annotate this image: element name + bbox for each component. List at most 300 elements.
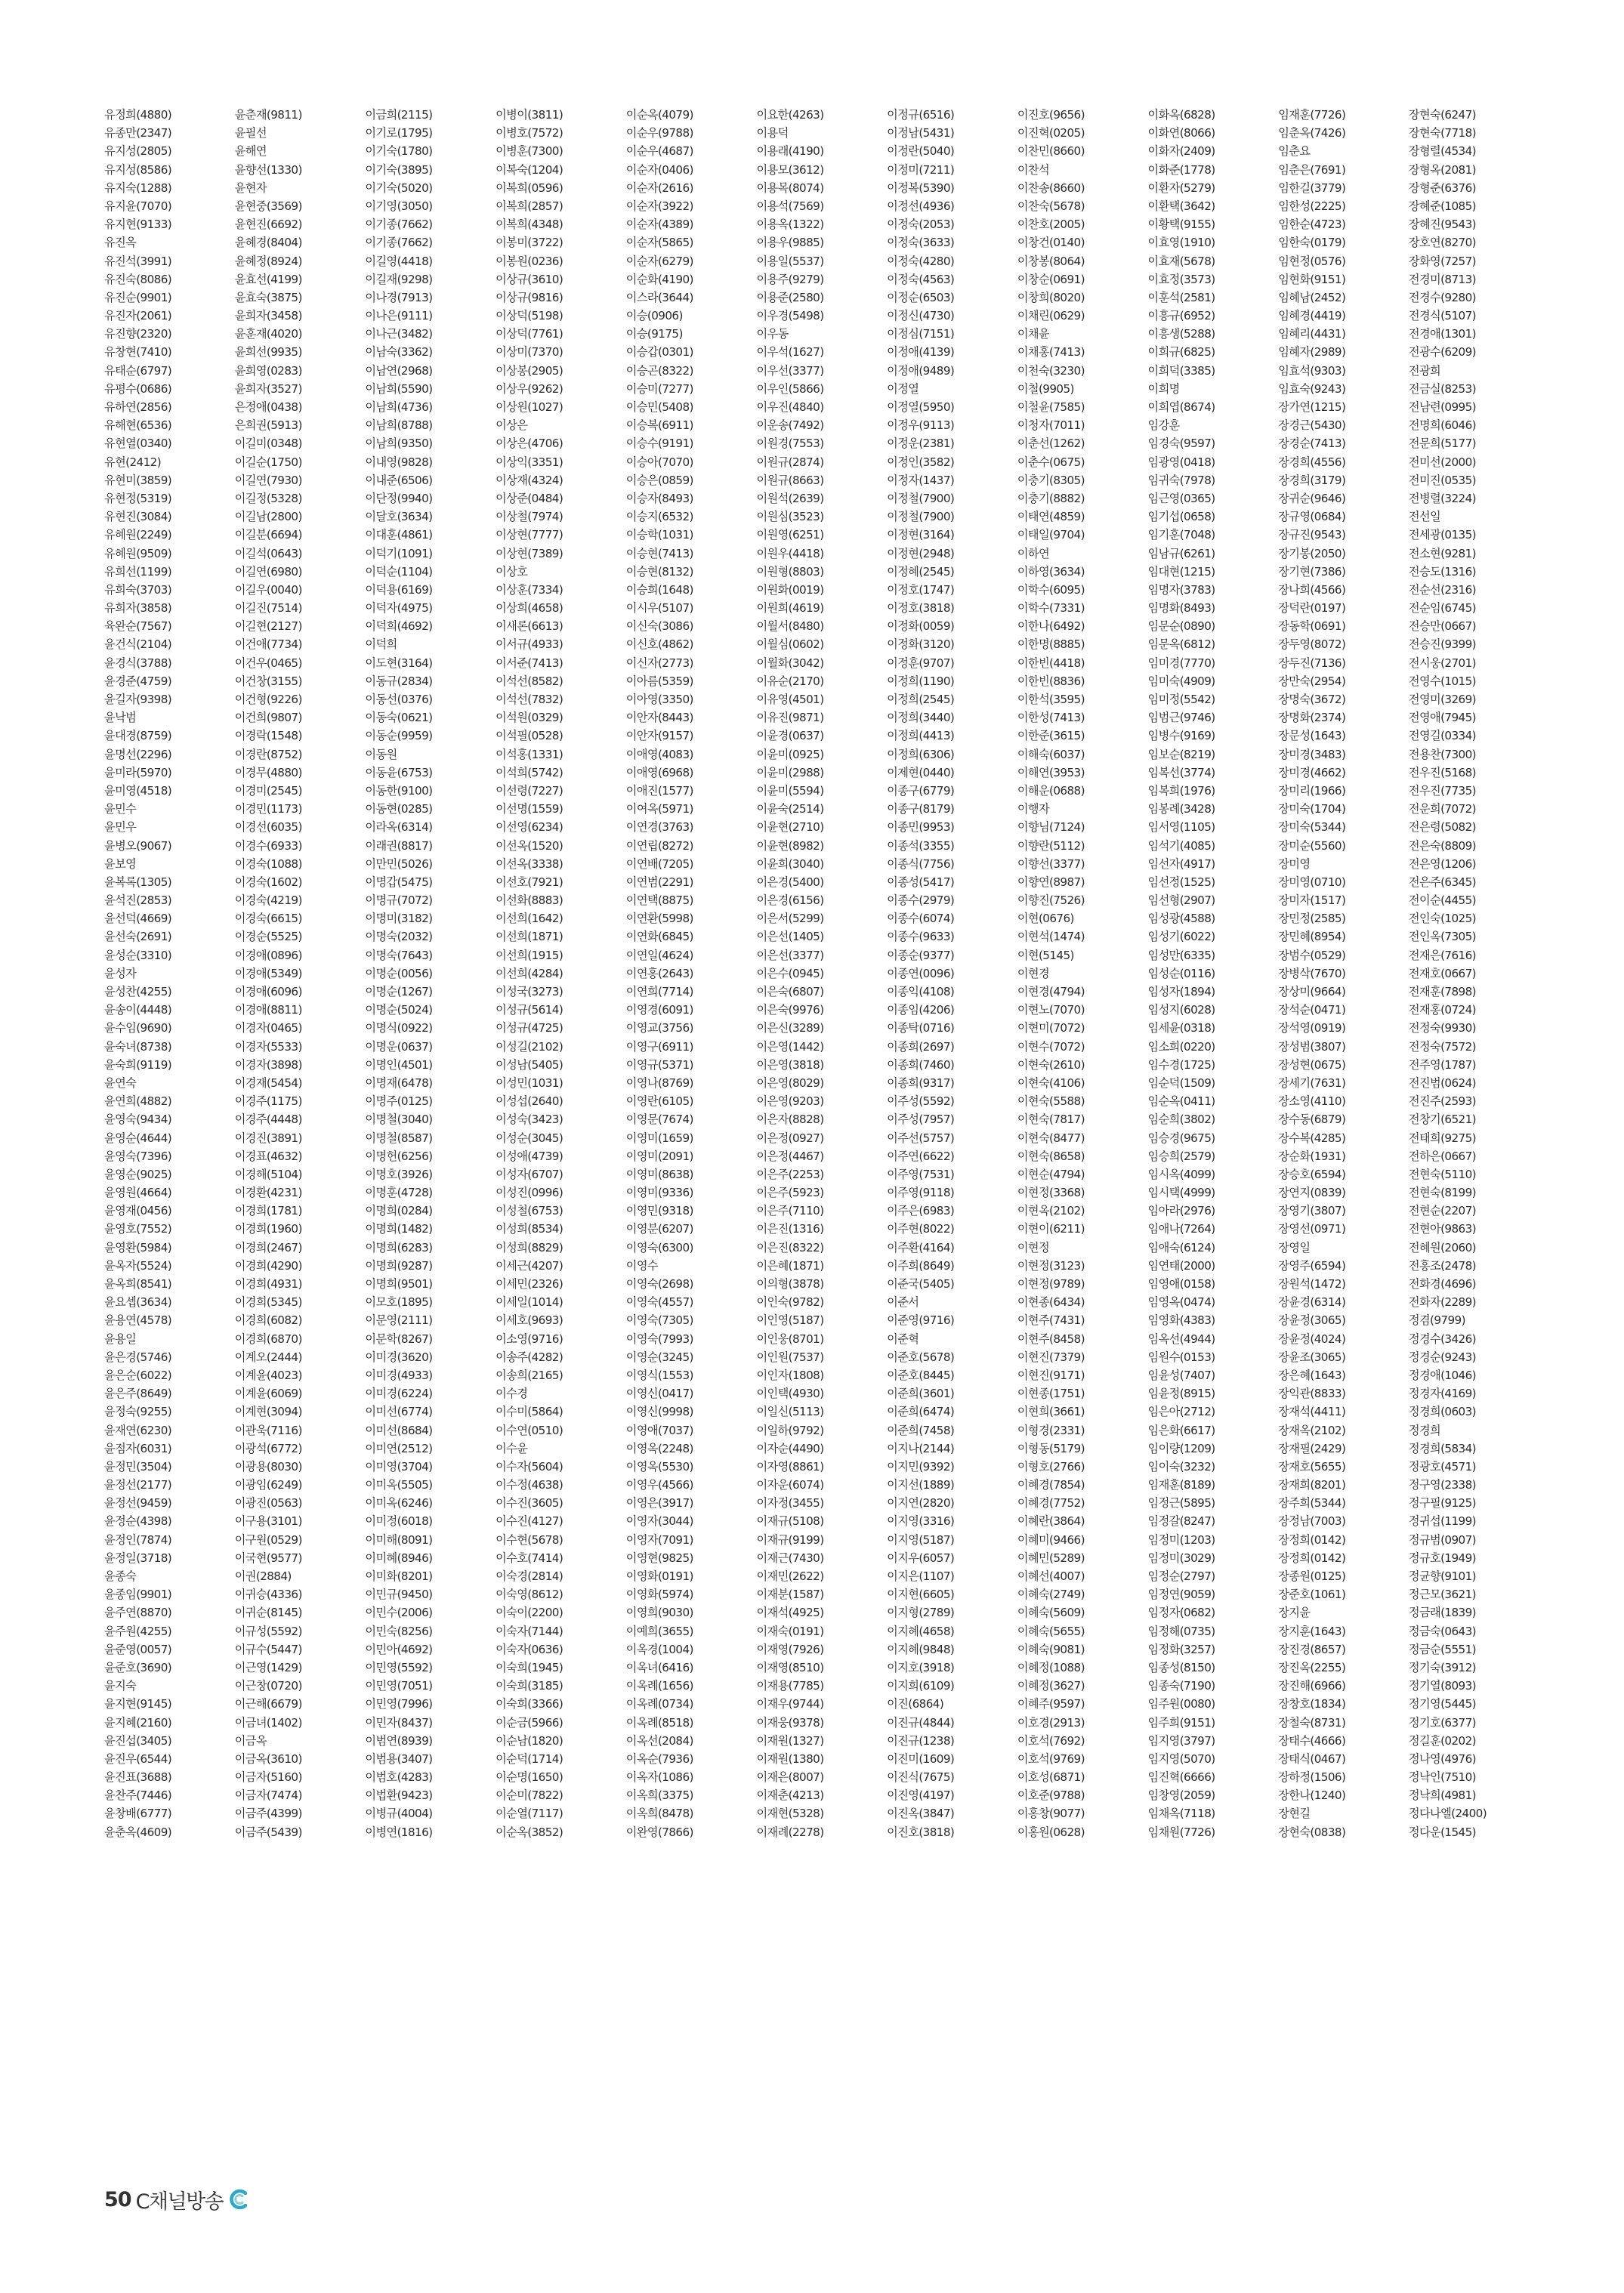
name-entry: 장만숙(2954) xyxy=(1278,674,1346,688)
name-entry: 이옥경(1004) xyxy=(625,1642,693,1656)
name-entry: 이현순(4794) xyxy=(1017,1167,1085,1181)
name-entry: 이대훈(4861) xyxy=(365,528,433,542)
name-entry: 이형경(2331) xyxy=(1017,1423,1085,1437)
name-entry: 이정우(9113) xyxy=(887,418,955,433)
name-entry: 이숙이(2200) xyxy=(496,1606,563,1620)
name-entry: 이석선(8582) xyxy=(496,674,563,688)
name-entry: 윤훈재(4020) xyxy=(234,327,302,341)
name-entry: 전혜원(2060) xyxy=(1408,1240,1476,1255)
name-list xyxy=(104,106,1539,1841)
name-entry: 이현숙(4106) xyxy=(1017,1076,1085,1090)
name-entry: 이모호(1895) xyxy=(365,1295,433,1310)
name-entry: 윤은순(6022) xyxy=(104,1368,172,1382)
name-entry: 이태일(9704) xyxy=(1017,528,1085,542)
name-entry: 이인영(5187) xyxy=(756,1313,824,1328)
name-entry: 이은영(9203) xyxy=(756,1094,824,1109)
name-entry: 이현숙(8658) xyxy=(1017,1149,1085,1163)
name-entry: 전경애(1301) xyxy=(1408,327,1476,341)
name-entry: 이상호 xyxy=(496,564,528,579)
name-entry: 이정현(2948) xyxy=(887,546,955,560)
name-entry: 이재원(1327) xyxy=(756,1733,824,1748)
name-entry: 이남숙(3362) xyxy=(365,345,433,360)
name-entry: 이상규(3610) xyxy=(496,272,563,286)
name-entry: 임종숙(7190) xyxy=(1147,1679,1215,1693)
name-entry: 유지성(8586) xyxy=(104,162,172,177)
name-entry: 이혜정(1088) xyxy=(1017,1660,1085,1674)
name-entry: 이영경(6091) xyxy=(625,1003,693,1017)
name-entry: 윤영순(4644) xyxy=(104,1131,172,1145)
name-entry: 이민영(5592) xyxy=(365,1660,433,1674)
name-entry: 이영순(3245) xyxy=(625,1350,693,1364)
name-entry: 이정숙(2053) xyxy=(887,218,955,232)
name-entry: 이영숙(7993) xyxy=(625,1332,693,1346)
name-entry: 이길연(6980) xyxy=(234,564,302,579)
name-entry: 이경숙(1088) xyxy=(234,856,302,871)
name-entry: 이정운(2381) xyxy=(887,437,955,451)
name-entry: 이영미(1659) xyxy=(625,1131,693,1145)
name-entry: 장미경(3483) xyxy=(1278,747,1346,761)
name-entry: 장상미(9664) xyxy=(1278,985,1346,998)
name-entry: 이은혜(1871) xyxy=(756,1258,824,1273)
name-entry: 윤연희(4882) xyxy=(104,1094,172,1109)
name-entry: 이주영(7531) xyxy=(887,1167,955,1181)
name-entry: 이미정(6018) xyxy=(365,1514,433,1529)
name-entry: 윤희영(0283) xyxy=(234,363,302,378)
name-entry: 장재석(4411) xyxy=(1278,1405,1346,1419)
name-entry: 이수진(3605) xyxy=(496,1496,563,1511)
name-entry: 전재홍(0724) xyxy=(1408,1003,1476,1017)
name-entry: 이재민(2622) xyxy=(756,1569,824,1583)
name-entry: 임주원(0080) xyxy=(1147,1697,1215,1711)
name-entry: 이정란(5040) xyxy=(887,144,955,159)
name-entry: 장영선(0971) xyxy=(1278,1222,1346,1236)
name-entry: 장혜진(9543) xyxy=(1408,218,1476,232)
name-entry: 이재분(1587) xyxy=(756,1588,824,1602)
name-entry: 장영일 xyxy=(1278,1240,1311,1255)
name-entry: 이정열 xyxy=(887,381,919,396)
name-entry: 이명철(8587) xyxy=(365,1131,433,1145)
name-entry: 이성애(4739) xyxy=(496,1149,563,1163)
name-entry: 이형호(2766) xyxy=(1017,1459,1085,1474)
name-entry: 이정숙(4563) xyxy=(887,272,955,286)
name-entry: 이미경(4933) xyxy=(365,1368,433,1382)
name-entry: 장세기(7631) xyxy=(1278,1076,1346,1090)
page-number: 50 xyxy=(104,2187,131,2211)
name-entry: 이현진(7379) xyxy=(1017,1350,1085,1364)
name-entry: 윤효숙(3875) xyxy=(234,290,302,304)
name-entry: 이영분(6207) xyxy=(625,1222,693,1236)
name-entry: 전현아(9863) xyxy=(1408,1222,1476,1236)
name-entry: 이성희(8534) xyxy=(496,1222,563,1236)
name-entry: 이화옥(6828) xyxy=(1147,108,1215,122)
name-entry: 이경희(6870) xyxy=(234,1332,302,1346)
name-entry: 장미숙(1704) xyxy=(1278,802,1346,816)
name-entry: 이용옥(1322) xyxy=(756,218,824,232)
name-entry: 임정근(5895) xyxy=(1147,1496,1215,1511)
name-entry: 이청자(7011) xyxy=(1017,418,1085,433)
name-entry: 장문성(1643) xyxy=(1278,729,1346,743)
name-entry: 이명갑(5475) xyxy=(365,875,433,889)
name-entry: 이현이(6211) xyxy=(1017,1222,1085,1236)
name-entry: 이향란(5112) xyxy=(1017,838,1085,853)
name-entry: 이상희(4658) xyxy=(496,601,563,616)
name-entry: 이경애(0896) xyxy=(234,948,302,962)
name-entry: 이수호(7414) xyxy=(496,1551,563,1565)
name-entry: 장현숙(7718) xyxy=(1408,126,1476,140)
name-entry: 임정순(2797) xyxy=(1147,1569,1215,1583)
name-entry: 이송희(2165) xyxy=(496,1368,563,1382)
name-entry: 이수윤 xyxy=(496,1441,528,1455)
name-entry: 이종희(2697) xyxy=(887,1039,955,1054)
name-entry: 전금실(8253) xyxy=(1408,381,1476,396)
name-entry: 이재은(8007) xyxy=(756,1770,824,1785)
name-entry: 이선희(1642) xyxy=(496,912,563,926)
name-entry: 윤요셉(3634) xyxy=(104,1295,172,1310)
name-entry: 임보순(8219) xyxy=(1147,747,1215,761)
name-entry: 윤민우 xyxy=(104,820,137,835)
name-entry: 이흥생(5288) xyxy=(1147,327,1215,341)
name-entry: 임미경(7770) xyxy=(1147,656,1215,670)
name-entry: 장명화(2374) xyxy=(1278,711,1346,725)
name-entry: 윤현자 xyxy=(234,181,267,195)
name-entry: 이연경(3763) xyxy=(625,820,693,835)
name-entry: 윤미라(5970) xyxy=(104,765,172,779)
name-entry: 이석선(7832) xyxy=(496,693,563,706)
name-entry: 전미선(2000) xyxy=(1408,455,1476,469)
name-entry: 이태연(4859) xyxy=(1017,510,1085,524)
name-entry: 정광호(4571) xyxy=(1408,1459,1476,1474)
name-entry: 이현희(3661) xyxy=(1017,1405,1085,1419)
name-entry: 이숙영(8612) xyxy=(496,1588,563,1602)
name-entry: 이진옥(3847) xyxy=(887,1807,955,1821)
name-entry: 장종원(0125) xyxy=(1278,1569,1346,1583)
name-entry: 임한길(3779) xyxy=(1278,181,1346,195)
name-entry: 이관욱(7116) xyxy=(234,1423,302,1437)
name-entry: 이기숙(1780) xyxy=(365,144,433,159)
name-entry: 이숙자(0636) xyxy=(496,1642,563,1656)
name-entry: 이승아(7070) xyxy=(625,455,693,469)
name-entry: 이현(0676) xyxy=(1017,912,1074,926)
name-entry: 유희선(1199) xyxy=(104,564,172,579)
name-entry: 전순선(2316) xyxy=(1408,582,1476,597)
name-entry: 이미영(3704) xyxy=(365,1459,433,1474)
name-entry: 정구필(9125) xyxy=(1408,1496,1476,1511)
name-entry: 이경미(2545) xyxy=(234,783,302,798)
name-entry: 이은진(8322) xyxy=(756,1240,824,1255)
name-entry: 장진옥(2255) xyxy=(1278,1660,1346,1674)
name-entry: 이철윤(7585) xyxy=(1017,400,1085,414)
name-entry: 이지희(6109) xyxy=(887,1679,955,1693)
name-entry: 이기로(1795) xyxy=(365,126,433,140)
name-entry: 임애나(7264) xyxy=(1147,1222,1215,1236)
name-entry: 이명인(4501) xyxy=(365,1057,433,1072)
name-entry: 정경자(4169) xyxy=(1408,1387,1476,1401)
name-entry: 임문옥(6812) xyxy=(1147,637,1215,652)
name-entry: 이한나(6492) xyxy=(1017,619,1085,634)
name-entry: 장경희(4556) xyxy=(1278,455,1346,469)
name-entry: 윤현진(6692) xyxy=(234,218,302,232)
name-entry: 임현화(9151) xyxy=(1278,272,1346,286)
name-entry: 이병연(1816) xyxy=(365,1825,433,1839)
name-entry: 이상재(4324) xyxy=(496,473,563,487)
name-entry: 윤길자(9398) xyxy=(104,693,172,706)
name-entry: 임한순(4723) xyxy=(1278,218,1346,232)
name-entry: 이선옥(3338) xyxy=(496,856,563,871)
name-entry: 이은영(3818) xyxy=(756,1057,824,1072)
name-entry: 이새론(6613) xyxy=(496,619,563,634)
name-entry: 임미정(5542) xyxy=(1147,693,1215,706)
name-entry: 이승민(5408) xyxy=(625,400,693,414)
name-entry: 이향진(7526) xyxy=(1017,893,1085,908)
name-entry: 이남희(5590) xyxy=(365,381,433,396)
name-entry: 이월서(8480) xyxy=(756,619,824,634)
name-entry: 이희덕(3385) xyxy=(1147,363,1215,378)
name-entry: 이미혜(8946) xyxy=(365,1551,433,1565)
name-entry: 장형옥(2081) xyxy=(1408,162,1476,177)
name-entry: 장창호(1834) xyxy=(1278,1697,1346,1711)
name-entry: 이범연(8939) xyxy=(365,1733,433,1748)
name-entry: 이석필(0528) xyxy=(496,729,563,743)
name-entry: 유현(2412) xyxy=(104,455,162,469)
name-entry: 장은혜(1643) xyxy=(1278,1368,1346,1382)
name-entry: 정경희(0603) xyxy=(1408,1405,1476,1419)
name-entry: 이재현(5328) xyxy=(756,1807,824,1821)
name-entry: 임재훈(8189) xyxy=(1147,1478,1215,1492)
name-entry: 임복희(1976) xyxy=(1147,783,1215,798)
name-entry: 임기훈(7048) xyxy=(1147,528,1215,542)
name-entry: 이경수(6933) xyxy=(234,838,302,853)
name-entry: 이용주(9279) xyxy=(756,272,824,286)
name-entry: 이승자(8493) xyxy=(625,491,693,505)
name-entry: 이복희(0596) xyxy=(496,181,563,195)
name-entry: 이월화(3042) xyxy=(756,656,824,670)
name-entry: 정기호(6377) xyxy=(1408,1715,1476,1730)
name-entry: 이정인(3582) xyxy=(887,455,955,469)
name-entry: 임순덕(1509) xyxy=(1147,1076,1215,1090)
name-entry: 전우진(5168) xyxy=(1408,765,1476,779)
name-entry: 이병호(7572) xyxy=(496,126,563,140)
name-entry: 이민숙(8256) xyxy=(365,1624,433,1638)
name-entry: 이금자(5160) xyxy=(234,1770,302,1785)
name-entry: 윤해연 xyxy=(234,144,267,159)
name-entry: 이은자(8828) xyxy=(756,1113,824,1127)
name-entry: 이재근(7430) xyxy=(756,1551,824,1565)
name-entry: 이순열(7117) xyxy=(496,1807,563,1821)
name-entry: 이남희(9350) xyxy=(365,437,433,451)
name-entry: 이춘선(1262) xyxy=(1017,437,1085,451)
name-entry: 전인옥(7305) xyxy=(1408,930,1476,944)
name-entry: 이시우(5107) xyxy=(625,601,693,616)
name-entry: 윤진표(3688) xyxy=(104,1770,172,1785)
name-entry: 이연환(5998) xyxy=(625,912,693,926)
name-entry: 이정호(1747) xyxy=(887,582,955,597)
name-entry: 이성남(5405) xyxy=(496,1057,563,1072)
name-entry: 윤송이(4448) xyxy=(104,1003,172,1017)
name-entry: 이건희(9807) xyxy=(234,711,302,725)
name-entry: 이정혜(2545) xyxy=(887,564,955,579)
name-entry: 이덕순(1104) xyxy=(365,564,433,579)
name-entry: 임현정(0576) xyxy=(1278,254,1346,268)
name-entry: 정규호(1949) xyxy=(1408,1551,1476,1565)
name-entry: 이재영(8510) xyxy=(756,1660,824,1674)
name-entry: 이길진(7514) xyxy=(234,601,302,616)
name-entry: 장지훈(1643) xyxy=(1278,1624,1346,1638)
name-entry: 이현(5145) xyxy=(1017,948,1074,962)
name-entry: 은희권(5913) xyxy=(234,418,302,433)
name-entry: 임주희(9151) xyxy=(1147,1715,1215,1730)
name-entry: 이호석(9769) xyxy=(1017,1751,1085,1766)
name-entry: 정금래(1839) xyxy=(1408,1606,1476,1620)
name-entry: 임혜리(4431) xyxy=(1278,327,1346,341)
name-entry: 이윤숙(2514) xyxy=(756,802,824,816)
name-entry: 이지연(2820) xyxy=(887,1496,955,1511)
name-entry: 이영신(9998) xyxy=(625,1405,693,1419)
name-entry: 장윤경(6314) xyxy=(1278,1295,1346,1310)
name-entry: 이정미(7211) xyxy=(887,162,955,177)
name-entry: 장정희(0142) xyxy=(1278,1551,1346,1565)
name-entry: 전진주(2593) xyxy=(1408,1094,1476,1109)
name-entry: 이국현(9577) xyxy=(234,1551,302,1565)
name-entry: 이우인(5866) xyxy=(756,381,824,396)
name-entry: 이영민(9318) xyxy=(625,1204,693,1218)
name-entry: 이정애(9489) xyxy=(887,363,955,378)
name-entry: 이정희(4413) xyxy=(887,729,955,743)
name-entry: 이수정(4638) xyxy=(496,1478,563,1492)
name-entry: 이선령(7227) xyxy=(496,783,563,798)
name-entry: 이명식(0922) xyxy=(365,1021,433,1035)
name-entry: 전선일 xyxy=(1408,510,1441,524)
name-entry: 이혜선(4007) xyxy=(1017,1569,1085,1583)
name-entry: 이아름(5359) xyxy=(625,674,693,688)
name-entry: 이숙경(2814) xyxy=(496,1569,563,1583)
name-entry: 이건창(3155) xyxy=(234,674,302,688)
name-entry: 이동선(0376) xyxy=(365,693,433,706)
name-entry: 이경락(1548) xyxy=(234,729,302,743)
name-entry: 임한성(2225) xyxy=(1278,199,1346,213)
name-entry: 정기숙(3912) xyxy=(1408,1660,1476,1674)
name-entry: 이행자 xyxy=(1017,802,1050,816)
name-entry: 이연일(4624) xyxy=(625,948,693,962)
name-entry: 이재규(5108) xyxy=(756,1514,824,1529)
name-entry: 이재우(9744) xyxy=(756,1697,824,1711)
name-entry: 이희명 xyxy=(1147,381,1180,396)
name-entry: 이동한(9100) xyxy=(365,783,433,798)
name-entry: 임은아(2712) xyxy=(1147,1405,1215,1419)
name-entry: 이우석(1627) xyxy=(756,345,824,360)
name-entry: 이석희(5742) xyxy=(496,765,563,779)
name-entry: 임대현(1215) xyxy=(1147,564,1215,579)
name-entry: 이나경(7913) xyxy=(365,290,433,304)
name-entry: 장재옥(2102) xyxy=(1278,1423,1346,1437)
name-entry: 윤향선(1330) xyxy=(234,162,302,177)
name-entry: 이옥례(8518) xyxy=(625,1715,693,1730)
name-entry: 임진혁(6666) xyxy=(1147,1770,1215,1785)
name-entry: 이명순(1267) xyxy=(365,985,433,998)
name-entry: 이순자(4389) xyxy=(625,218,693,232)
name-entry: 이세일(1014) xyxy=(496,1295,563,1310)
name-entry: 이명희(1482) xyxy=(365,1222,433,1236)
name-entry: 장형준(6376) xyxy=(1408,181,1476,195)
name-entry: 이훈석(2581) xyxy=(1147,290,1215,304)
name-entry: 이계오(2444) xyxy=(234,1350,302,1364)
name-entry: 전승진(9399) xyxy=(1408,637,1476,652)
name-entry: 이은숙(9976) xyxy=(756,1003,824,1017)
name-entry: 장수복(4285) xyxy=(1278,1131,1346,1145)
name-entry: 이혜숙(9081) xyxy=(1017,1642,1085,1656)
name-entry: 이애영(6968) xyxy=(625,765,693,779)
name-entry: 이성국(3273) xyxy=(496,985,563,998)
name-entry: 윤선덕(4669) xyxy=(104,912,172,926)
name-entry: 장진해(6966) xyxy=(1278,1679,1346,1693)
name-entry: 임영애(0158) xyxy=(1147,1277,1215,1291)
name-entry: 이명운(0637) xyxy=(365,1039,433,1054)
name-entry: 전은영(1206) xyxy=(1408,856,1476,871)
name-entry: 이은선(1405) xyxy=(756,930,824,944)
name-entry: 이용목(8074) xyxy=(756,181,824,195)
name-entry: 전경수(9280) xyxy=(1408,290,1476,304)
name-entry: 이준국(5405) xyxy=(887,1277,955,1291)
name-entry: 임애숙(6124) xyxy=(1147,1240,1215,1255)
name-entry: 이원경(7553) xyxy=(756,437,824,451)
name-entry: 이채윤 xyxy=(1017,327,1050,341)
name-entry: 장태식(0467) xyxy=(1278,1751,1346,1766)
name-entry: 이건애(7734) xyxy=(234,637,302,652)
name-entry: 이동윤(6753) xyxy=(365,765,433,779)
name-entry: 이상은(4706) xyxy=(496,437,563,451)
name-entry: 전화경(4696) xyxy=(1408,1277,1476,1291)
name-entry: 이혜주(9597) xyxy=(1017,1697,1085,1711)
name-entry: 이길연(7930) xyxy=(234,473,302,487)
name-entry: 이봉미(3722) xyxy=(496,236,563,250)
name-entry: 임광영(0418) xyxy=(1147,455,1215,469)
name-entry: 임소희(0220) xyxy=(1147,1039,1215,1054)
name-entry: 이진호(3818) xyxy=(887,1825,955,1839)
name-entry: 이은정(4467) xyxy=(756,1149,824,1163)
name-entry: 이광석(6772) xyxy=(234,1441,302,1455)
name-entry: 이순화(4190) xyxy=(625,272,693,286)
name-entry: 전주영(1787) xyxy=(1408,1057,1476,1072)
name-entry: 이자운(6074) xyxy=(756,1478,824,1492)
name-entry: 임승경(9675) xyxy=(1147,1131,1215,1145)
name-entry: 이광진(0563) xyxy=(234,1496,302,1511)
name-entry: 이정훈(9707) xyxy=(887,656,955,670)
name-entry: 이문영(2111) xyxy=(365,1313,433,1328)
name-entry: 이현경(4794) xyxy=(1017,985,1085,998)
name-entry: 이미해(8091) xyxy=(365,1532,433,1547)
name-entry: 이기숙(5020) xyxy=(365,181,433,195)
name-entry: 임이숙(3232) xyxy=(1147,1459,1215,1474)
name-entry: 이금옥(3610) xyxy=(234,1751,302,1766)
name-entry: 이지은(1107) xyxy=(887,1569,955,1583)
name-entry: 윤경준(4759) xyxy=(104,674,172,688)
name-entry: 이주성(7957) xyxy=(887,1113,955,1127)
name-entry: 윤준영(0057) xyxy=(104,1642,172,1656)
name-entry: 이은영(8029) xyxy=(756,1076,824,1090)
name-entry: 이용일(5537) xyxy=(756,254,824,268)
name-entry: 임순희(3802) xyxy=(1147,1113,1215,1127)
name-entry: 이승학(1031) xyxy=(625,528,693,542)
name-entry: 윤종임(9901) xyxy=(104,1588,172,1602)
name-entry: 이연택(8875) xyxy=(625,893,693,908)
name-entry: 이현종(6434) xyxy=(1017,1295,1085,1310)
name-entry: 이한명(8885) xyxy=(1017,637,1085,652)
name-entry: 이인자(1808) xyxy=(756,1368,824,1382)
name-entry: 이춘수(0675) xyxy=(1017,455,1085,469)
name-entry: 이윤경(0637) xyxy=(756,729,824,743)
name-entry: 장두영(8072) xyxy=(1278,637,1346,652)
name-entry: 이학수(6095) xyxy=(1017,582,1085,597)
name-entry: 이하영(3634) xyxy=(1017,564,1085,579)
